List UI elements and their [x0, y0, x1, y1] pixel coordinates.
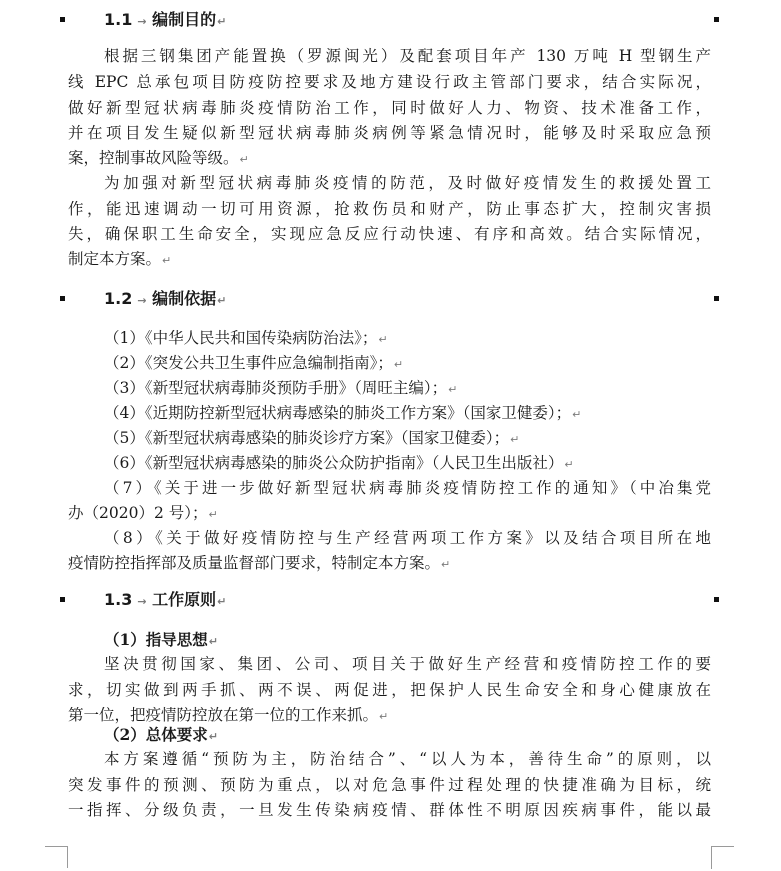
tab-arrow-mark: → [137, 15, 147, 28]
paragraph-mark: ↵ [378, 333, 388, 346]
paragraph-line: 求，切实做到两手抓、两不误、两促进，把保护人民生命安全和身心健康放在 [68, 681, 711, 699]
subheading-guiding-thought [104, 627, 218, 654]
item-text: （3）《新型冠状病毒肺炎预防手册》（周旺主编）； [104, 379, 448, 397]
paragraph-line-last [68, 247, 711, 273]
paragraph-line-last [68, 146, 711, 172]
section-1-3-heading [104, 587, 226, 614]
paragraph-mark: ↵ [448, 383, 458, 396]
reference-item [104, 376, 457, 402]
heading-bullet-left [60, 597, 65, 602]
paragraph-line: 作，能迅速调动一切可用资源，抢救伤员和财产，防止事态扩大，控制灾害损 [68, 200, 711, 218]
paragraph-line: 做好新型冠状病毒肺炎疫情防治工作，同时做好人力、物资、技术准备工作， [68, 99, 711, 117]
paragraph-mark: ↵ [208, 635, 219, 648]
paragraph-mark: ↵ [379, 710, 389, 723]
reference-item-line: （8）《关于做好疫情防控与生产经营两项工作方案》以及结合项目所在地 [104, 529, 711, 547]
paragraph-line: 坚决贯彻国家、集团、公司、项目关于做好生产经营和疫情防控工作的要 [104, 655, 711, 673]
item-text: （2）《突发公共卫生事件应急编制指南》； [104, 354, 393, 372]
section-title: 编制依据 [152, 289, 217, 308]
page-corner-mark-right [711, 846, 734, 869]
reference-item [104, 351, 403, 377]
item-text: 办（2020）2 号）； [68, 504, 208, 522]
reference-item-line: （7）《关于进一步做好新型冠状病毒肺炎疫情防控工作的通知》（中冶集党 [104, 479, 711, 497]
paragraph-line: 线 EPC 总承包项目防疫防控要求及地方建设行政主管部门要求，结合实际况， [68, 73, 711, 91]
item-text: （6）《新型冠状病毒感染的肺炎公众防护指南》（人民卫生出版社） [104, 454, 564, 472]
paragraph-mark: ↵ [217, 15, 227, 28]
reference-item [104, 426, 519, 452]
section-title: 编制目的 [152, 10, 217, 29]
page-corner-mark-left [45, 846, 68, 847]
heading-bullet-right [714, 296, 719, 301]
paragraph-text: 案，控制事故风险等级。 [68, 149, 239, 167]
paragraph-mark: ↵ [393, 358, 404, 371]
paragraph-text: 第一位，把疫情防控放在第一位的工作来抓。 [68, 706, 379, 724]
subheading-text: （1）指导思想 [104, 630, 208, 649]
section-title: 工作原则 [152, 590, 217, 609]
page-corner-mark-left-vertical [67, 846, 68, 868]
reference-item [104, 326, 388, 352]
heading-bullet-left [60, 17, 65, 22]
subheading-text: （2）总体要求 [104, 725, 208, 744]
paragraph-mark: ↵ [217, 294, 227, 307]
section-number: 1.2 [104, 289, 133, 308]
paragraph-line: 根据三钢集团产能置换（罗源闽光）及配套项目年产 130 万吨 H 型钢生产 [104, 47, 711, 65]
paragraph-line: 为加强对新型冠状病毒肺炎疫情的防范，及时做好疫情发生的救援处置工 [104, 174, 711, 192]
paragraph-line: 突发事件的预测、预防为重点，以对危急事件过程处理的快捷准确为目标，统 [68, 776, 711, 794]
paragraph-mark: ↵ [208, 508, 218, 521]
paragraph-text: 制定本方案。 [68, 250, 162, 268]
item-text: （5）《新型冠状病毒感染的肺炎诊疗方案》（国家卫健委）； [104, 429, 510, 447]
paragraph-line: 一指挥、分级负责，一旦发生传染病疫情、群体性不明原因疾病事件，能以最 [68, 801, 711, 819]
paragraph-mark: ↵ [239, 153, 249, 166]
paragraph-mark: ↵ [217, 595, 227, 608]
section-number: 1.1 [104, 10, 133, 29]
section-1-1-heading [104, 7, 226, 34]
reference-item [104, 451, 574, 477]
paragraph-mark: ↵ [441, 558, 451, 571]
paragraph-mark: ↵ [208, 730, 219, 743]
paragraph-mark: ↵ [162, 254, 172, 267]
paragraph-line: 本方案遵循“预防为主，防治结合”、“以人为本，善待生命”的原则，以 [104, 750, 711, 768]
item-text: （4）《近期防控新型冠状病毒感染的肺炎工作方案》（国家卫健委）； [104, 404, 572, 422]
heading-bullet-left [60, 296, 65, 301]
item-text: 疫情防控指挥部及质量监督部门要求，特制定本方案。 [68, 554, 441, 572]
paragraph-line: 并在项目发生疑似新型冠状病毒肺炎病例等紧急情况时，能够及时采取应急预 [68, 124, 711, 142]
paragraph-mark: ↵ [564, 458, 574, 471]
tab-arrow-mark: → [137, 595, 147, 608]
heading-bullet-right [714, 17, 719, 22]
paragraph-mark: ↵ [510, 433, 520, 446]
reference-item-line-last [68, 551, 711, 577]
section-1-2-heading [104, 286, 226, 313]
reference-item-line-last [68, 501, 711, 527]
subheading-general-requirements [104, 722, 218, 749]
tab-arrow-mark: → [137, 294, 147, 307]
reference-item [104, 401, 581, 427]
section-number: 1.3 [104, 590, 133, 609]
heading-bullet-right [714, 597, 719, 602]
paragraph-line: 失，确保职工生命安全，实现应急反应行动快速、有序和高效。结合实际情况， [68, 225, 711, 243]
paragraph-mark: ↵ [572, 408, 582, 421]
item-text: （1）《中华人民共和国传染病防治法》； [104, 329, 378, 347]
